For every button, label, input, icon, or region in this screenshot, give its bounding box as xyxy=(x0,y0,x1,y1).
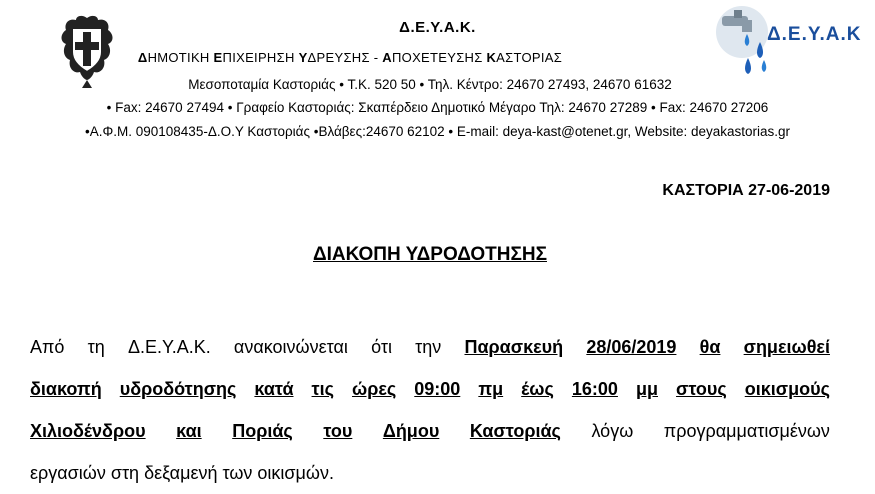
body-line-1 xyxy=(30,326,830,368)
body-word-emphasis: τις xyxy=(311,379,334,399)
fax-line: • Fax: 24670 27494 • Γραφείο Καστοριάς: Σκαπέρδειο Δημοτικό Μέγαρο Τηλ: 24670 27289 • Fax: 24670 27206 xyxy=(106,100,769,115)
body-line-3 xyxy=(30,410,830,452)
body-word: τη xyxy=(87,337,105,357)
org-name-initial: Ε xyxy=(213,50,223,65)
org-name-initial: Υ xyxy=(298,50,308,65)
org-name-part: ΠΟΧΕΤΕΥΣΗΣ xyxy=(391,50,487,65)
body-word-emphasis: 16:00 xyxy=(571,379,618,399)
body-word: την xyxy=(415,337,442,357)
body-line-4 xyxy=(30,452,830,494)
body-line-2 xyxy=(30,368,830,410)
address-line: Μεσοποταμία Καστοριάς • Τ.Κ. 520 50 • Τηλ. Κέντρο: 24670 27493, 24670 61632 xyxy=(188,77,672,92)
body-word-emphasis: έως xyxy=(521,379,554,399)
announcement-body xyxy=(30,326,830,494)
org-abbreviation: Δ.Ε.Υ.Α.Κ. xyxy=(399,19,476,36)
announcement-title: ΔΙΑΚΟΠΗ ΥΔΡΟΔΟΤΗΣΗΣ xyxy=(313,244,547,265)
water-tap-drops-icon xyxy=(712,2,772,82)
body-word: ότι xyxy=(371,337,392,357)
deyak-logo xyxy=(712,2,872,82)
body-word-emphasis: Παρασκευή xyxy=(464,337,564,357)
body-word-emphasis: 28/06/2019 xyxy=(586,337,677,357)
body-word: Από xyxy=(30,337,65,357)
body-word-emphasis: του xyxy=(323,421,353,441)
body-word: προγραμματισμένων xyxy=(663,421,830,441)
body-word: ανακοινώνεται xyxy=(233,337,348,357)
body-word-emphasis: Χιλιοδένδρου xyxy=(30,421,146,441)
body-word-emphasis: οικισμούς xyxy=(744,379,830,399)
logo-text: Δ.Ε.Υ.Α.Κ xyxy=(767,24,862,45)
org-full-name xyxy=(0,50,700,65)
date-line: ΚΑΣΤΟΡΙΑ 27-06-2019 xyxy=(662,182,830,199)
body-word-emphasis: πμ xyxy=(478,379,504,399)
body-word-emphasis: Ποριάς xyxy=(232,421,293,441)
org-name-initial: Κ xyxy=(486,50,497,65)
org-name-part: ΠΙΧΕΙΡΗΣΗ xyxy=(222,50,299,65)
body-word-emphasis: σημειωθεί xyxy=(743,337,830,357)
body-word-emphasis: κατά xyxy=(254,379,294,399)
body-word-emphasis: Καστοριάς xyxy=(469,421,561,441)
org-name-part: ΔΡΕΥΣΗΣ - xyxy=(307,50,383,65)
org-name-part: ΗΜΟΤΙΚΗ xyxy=(147,50,214,65)
body-word-emphasis: 09:00 xyxy=(414,379,461,399)
body-word: λόγω xyxy=(591,421,634,441)
body-word-emphasis: υδροδότησης xyxy=(119,379,237,399)
body-word: Δ.Ε.Υ.Α.Κ. xyxy=(127,337,211,357)
org-name-initial: Δ xyxy=(137,50,148,65)
body-word-emphasis: και xyxy=(176,421,202,441)
body-word-emphasis: μμ xyxy=(635,379,658,399)
org-name-part: ΑΣΤΟΡΙΑΣ xyxy=(496,50,563,65)
body-word-emphasis: Δήμου xyxy=(382,421,440,441)
body-word-emphasis: διακοπή xyxy=(30,379,102,399)
org-name-initial: Α xyxy=(382,50,392,65)
body-word-emphasis: θα xyxy=(699,337,721,357)
body-line-text: εργασιών στη δεξαμενή των οικισμών. xyxy=(30,463,334,483)
body-word-emphasis: στους xyxy=(676,379,727,399)
body-word-emphasis: ώρες xyxy=(351,379,397,399)
contact-line: •Α.Φ.Μ. 090108435-Δ.Ο.Υ Καστοριάς •Βλάβες:24670 62102 • E-mail: deya-kast@otenet.gr, Website: deyakastorias.gr xyxy=(85,124,790,139)
